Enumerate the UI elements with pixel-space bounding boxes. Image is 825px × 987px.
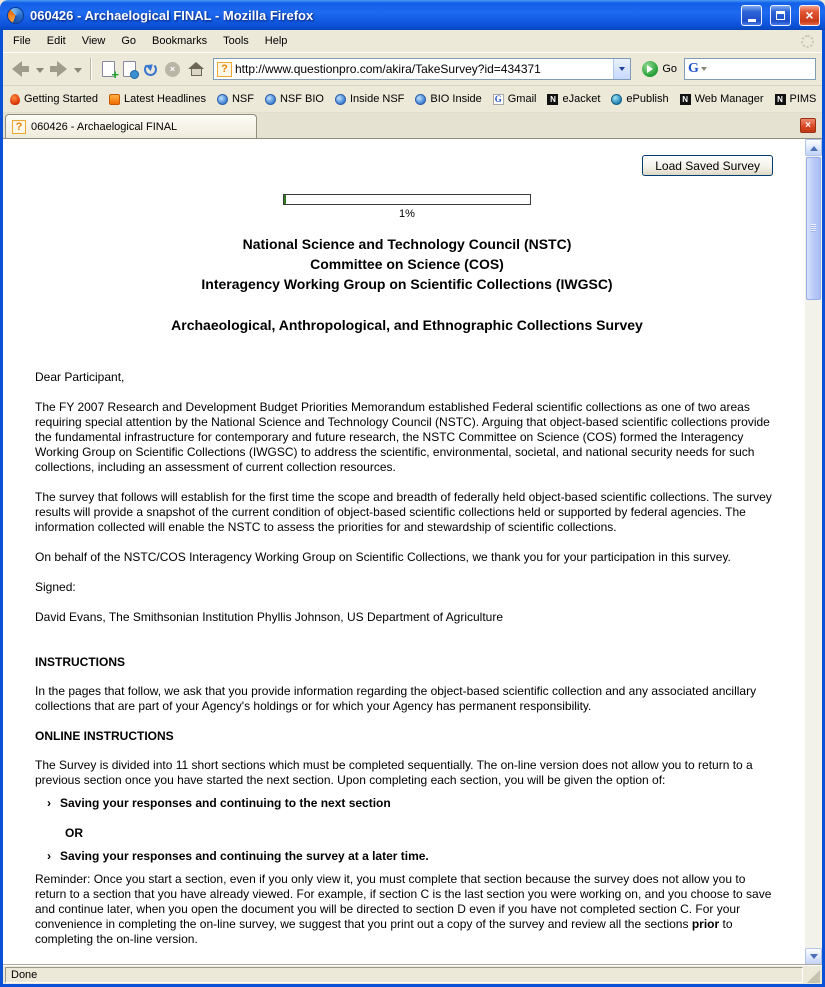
bullet-option-1	[47, 796, 779, 811]
status-bar	[3, 965, 822, 984]
paragraph-3: On behalf of the NSTC/COS Interagency Working Group on Scientific Collections, we thank you for your participation in this survey.	[35, 550, 731, 564]
close-icon: ×	[805, 7, 814, 23]
reminder-paragraph	[35, 872, 779, 947]
bookmark-getting-started[interactable]	[10, 93, 98, 105]
bookmark-ejacket[interactable]	[547, 93, 600, 105]
minimize-icon	[748, 19, 756, 22]
bookmark-label: Gmail	[507, 93, 537, 105]
menubar	[3, 30, 822, 52]
bookmark-pims[interactable]	[775, 93, 817, 105]
online-instructions-paragraph: The Survey is divided into 11 short sections which must be completed sequentially. The on-line version does not allow you to return to a previous section once you have started the next section. Upon completing each section, you will be given the option of:	[35, 758, 753, 787]
survey-title: Archaeological, Anthropological, and Ethnographic Collections Survey	[171, 317, 643, 333]
forward-button[interactable]	[47, 55, 70, 83]
bookmark-label: Latest Headlines	[124, 93, 206, 105]
forward-dropdown-icon[interactable]	[74, 68, 82, 77]
back-dropdown-icon[interactable]	[36, 68, 44, 77]
minimize-button[interactable]	[741, 5, 762, 26]
home-button[interactable]	[185, 55, 207, 83]
stop-icon: ×	[165, 62, 180, 77]
throbber-icon	[801, 35, 814, 48]
progress-label: 1%	[399, 208, 415, 220]
bookmark-label: PIMS	[789, 93, 817, 105]
bookmark-web-manager[interactable]	[680, 93, 764, 105]
vertical-scrollbar	[805, 139, 822, 965]
search-engine-dropdown-icon[interactable]	[701, 67, 707, 74]
down-arrow-icon	[810, 954, 818, 963]
window-title: 060426 - Archaelogical FINAL - Mozilla Firefox	[30, 7, 314, 23]
new-tab-icon	[102, 61, 115, 77]
progress-section	[283, 194, 531, 220]
bookmark-label: NSF BIO	[279, 93, 324, 105]
status-text: Done	[11, 969, 38, 981]
maximize-button[interactable]	[770, 5, 791, 26]
bookmark-label: Getting Started	[24, 93, 98, 105]
tab-favicon: ?	[12, 120, 26, 134]
signatories: David Evans, The Smithsonian Institution Phyllis Johnson, US Department of Agriculture	[35, 610, 504, 624]
org-line-2: Committee on Science (COS)	[310, 256, 504, 272]
bookmarks-toolbar	[3, 86, 822, 113]
org-line-1: National Science and Technology Council (NSTC)	[242, 236, 572, 252]
bullet-icon: ›	[47, 849, 51, 863]
bookmark-latest-headlines[interactable]	[109, 93, 206, 105]
n-square-icon: N	[547, 94, 558, 105]
menu-help[interactable]: Help	[264, 35, 288, 47]
close-tab-button[interactable]: ×	[800, 118, 816, 133]
page-icon	[123, 61, 136, 77]
bookmark-nsf-bio[interactable]	[265, 93, 324, 105]
go-icon	[642, 61, 658, 77]
or-label: OR	[65, 826, 83, 840]
bookmark-inside-nsf[interactable]	[335, 93, 404, 105]
firefox-icon	[7, 7, 24, 24]
url-dropdown-button[interactable]	[613, 59, 630, 79]
globe-icon	[415, 94, 426, 105]
site-favicon: ?	[217, 62, 232, 77]
open-location-button[interactable]	[120, 55, 139, 83]
progress-fill	[284, 195, 286, 204]
bullet-icon: ›	[47, 796, 51, 810]
progress-bar	[283, 194, 531, 205]
salutation: Dear Participant,	[35, 370, 125, 384]
titlebar	[0, 0, 825, 30]
bookmark-label: ePublish	[626, 93, 669, 105]
google-logo-icon: G	[688, 61, 699, 76]
sphere-icon	[611, 94, 622, 105]
url-bar	[213, 58, 631, 80]
scroll-thumb[interactable]	[806, 157, 821, 300]
online-instructions-heading: ONLINE INSTRUCTIONS	[35, 729, 174, 743]
forward-icon	[50, 61, 67, 77]
new-tab-button[interactable]	[99, 55, 118, 83]
stop-button[interactable]	[162, 55, 183, 83]
bullet-text: Saving your responses and continuing to the next section	[60, 796, 391, 810]
scroll-down-button[interactable]	[805, 948, 822, 965]
maximize-icon	[776, 11, 785, 20]
menu-file[interactable]: File	[13, 35, 31, 47]
google-g-icon: G	[494, 94, 502, 104]
paragraph-1: The FY 2007 Research and Development Budget Priorities Memorandum established Federal scientific collections as one of two areas requiring special attention by the National Science and Technology Council (NSTC). Arguing that object-based scientific collections provide the fundamental infrastructure for contemporary and future research, the NSTC Committee on Science (COS) formed the Interagency Working Group on Scientific Collections (IWGSC) to address the scientific, environmental, societal, and national security needs for such collections, including an assessment of current collection resources.	[35, 400, 770, 474]
bookmark-bio-inside[interactable]	[415, 93, 481, 105]
signed-label: Signed:	[35, 580, 76, 594]
bookmark-epublish[interactable]	[611, 93, 668, 105]
reload-button[interactable]	[141, 55, 160, 83]
scroll-track[interactable]	[805, 156, 822, 948]
status-panel	[5, 967, 803, 983]
content-area	[3, 139, 822, 965]
tab-bar	[3, 113, 822, 139]
flame-icon	[10, 94, 20, 105]
globe-icon	[335, 94, 346, 105]
globe-icon	[217, 94, 228, 105]
bookmark-label: Web Manager	[694, 93, 764, 105]
n-square-icon: N	[680, 94, 691, 105]
instructions-heading: INSTRUCTIONS	[35, 655, 125, 669]
reminder-text-post: to completing the on-line version.	[35, 917, 733, 946]
feed-icon	[109, 94, 120, 105]
resize-grip-icon[interactable]	[807, 970, 820, 983]
back-icon	[12, 61, 29, 77]
tab-title: 060426 - Archaelogical FINAL	[31, 120, 178, 133]
navigation-toolbar	[3, 52, 822, 86]
search-box	[684, 58, 816, 80]
url-input[interactable]	[235, 60, 613, 78]
bookmark-label: eJacket	[562, 93, 601, 105]
reminder-text-pre: Reminder: Once you start a section, even if you only view it, you must complete that section because the survey does not allow you to return to a section that you have already viewed. For example, if section C is the last section you were working on, and you choose to save and continue later, when you open the document you will be directed to section D even if you have not completed section C. For your convenience in completing the on-line survey, we suggest that you print out a copy of the survey and review all the sections	[35, 872, 772, 931]
bookmark-gmail[interactable]	[493, 93, 537, 105]
org-line-3: Interagency Working Group on Scientific Collections (IWGSC)	[201, 276, 613, 292]
search-input[interactable]	[709, 63, 812, 75]
bookmark-label: NSF	[231, 93, 254, 105]
up-arrow-icon	[810, 142, 818, 151]
menu-bookmarks[interactable]: Bookmarks	[152, 35, 208, 47]
menu-edit[interactable]: Edit	[46, 35, 66, 47]
go-button[interactable]	[637, 61, 682, 77]
close-button[interactable]	[799, 5, 820, 26]
menu-go[interactable]: Go	[121, 35, 137, 47]
org-heading	[35, 234, 779, 294]
menu-tools[interactable]: Tools	[223, 35, 249, 47]
paragraph-2: The survey that follows will establish for the first time the scope and breadth of federally held object-based scientific collections. The survey results will provide a snapshot of the current condition of object-based scientific collections held or supported by federal agencies. The information collected will enable the NSTC to assess the priorities for and stewardship of scientific collections.	[35, 490, 772, 534]
bookmark-nsf[interactable]	[217, 93, 254, 105]
reload-icon	[144, 63, 157, 76]
window-frame	[0, 30, 825, 987]
menu-view[interactable]: View	[81, 35, 106, 47]
n-square-icon: N	[775, 94, 786, 105]
tab-survey[interactable]	[5, 114, 257, 138]
bullet-text: Saving your responses and continuing the survey at a later time.	[60, 849, 429, 863]
home-icon	[188, 62, 204, 77]
bullet-option-2	[47, 849, 779, 864]
load-saved-survey-button[interactable]: Load Saved Survey	[642, 155, 773, 176]
scroll-up-button[interactable]	[805, 139, 822, 156]
instructions-paragraph: In the pages that follow, we ask that you provide information regarding the object-based scientific collection and any associated ancillary collections that are part of your Agency's holdings or for which your Agency has permanent responsibility.	[35, 684, 757, 713]
go-label: Go	[662, 63, 677, 75]
bookmark-label: Inside NSF	[349, 93, 405, 105]
reminder-text-bold: prior	[691, 917, 720, 931]
back-button[interactable]	[9, 55, 32, 83]
globe-icon	[265, 94, 276, 105]
survey-page	[3, 139, 805, 965]
toolbar-separator	[90, 58, 92, 80]
bookmark-label: BIO Inside	[430, 93, 482, 105]
